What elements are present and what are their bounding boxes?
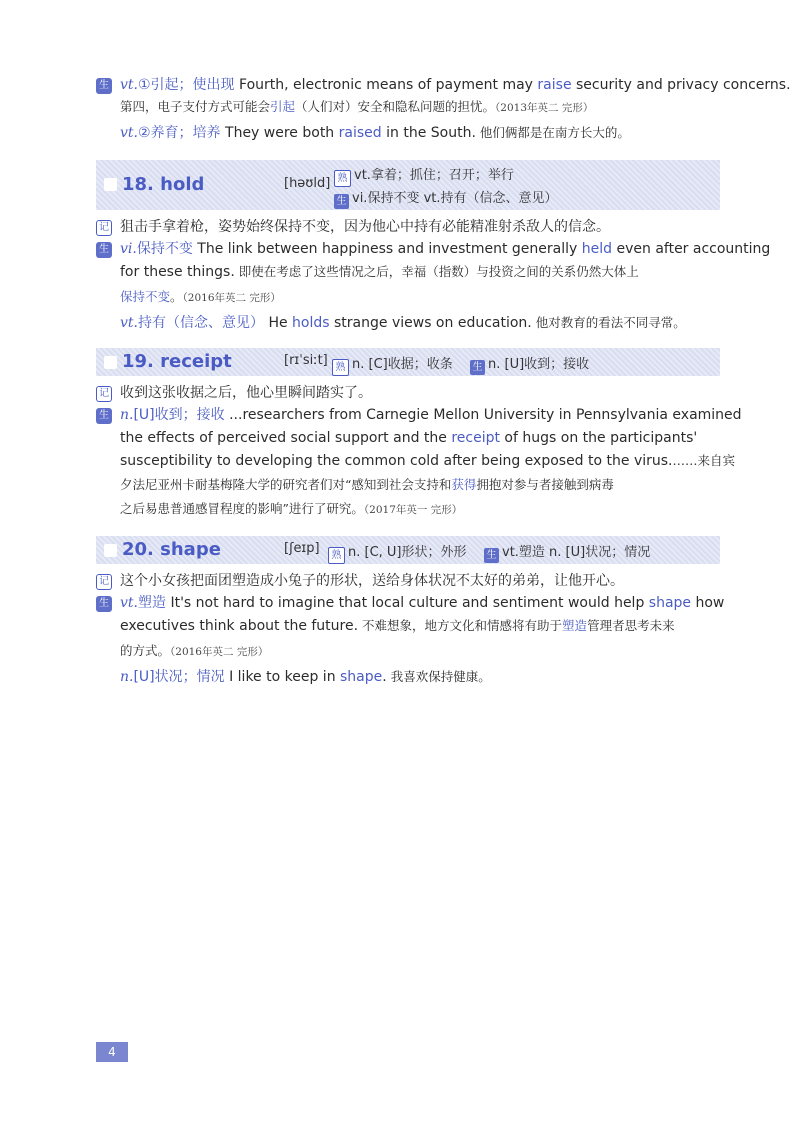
- new-meaning: 生 vt.塑造 n. [U]状况；情况: [484, 541, 650, 563]
- raise-example-1: vt.①引起；使出现 Fourth, electronic means of payment may raise security and privacy concerns.: [120, 77, 791, 93]
- hold-example-1: vi.保持不变 The link between happiness and investment generally held even after accounting: [120, 241, 771, 257]
- sheng-icon: 生: [96, 408, 112, 424]
- new-meaning: 生 n. [U]收到；接收: [470, 353, 589, 375]
- sheng-icon: 生: [96, 596, 112, 612]
- hold-example-1-translation: 保持不变。（2016年英二 完形）: [120, 289, 281, 304]
- ji-icon: 记: [96, 386, 112, 402]
- familiar-meaning: 熟 vt.拿着；抓住；召开；举行: [334, 164, 514, 187]
- entry-header-hold: [96, 160, 720, 210]
- phonetic: [ʃeɪp]: [284, 541, 320, 556]
- shape-example-1: vt.塑造 It's not hard to imagine that local culture and sentiment would help shape how: [120, 595, 725, 611]
- hold-example-2: vt.持有（信念、意见） He holds strange views on education. 他对教育的看法不同寻常。: [120, 315, 686, 331]
- phonetic: [həʊld]: [284, 176, 331, 191]
- shu-icon: 熟: [334, 170, 351, 187]
- memory-tip: 这个小女孩把面团塑造成小兔子的形状，送给身体状况不太好的弟弟，让他开心。: [120, 573, 624, 589]
- hold-example-1-cont: for these things. 即使在考虑了这些情况之后，幸福（指数）与投资之间的关系仍然大体上: [120, 264, 639, 280]
- new-meaning: 生 vi.保持不变 vt.持有（信念、意见）: [334, 187, 558, 209]
- receipt-example-1-cont2: susceptibility to developing the common cold after being exposed to the virus.……来自宾: [120, 453, 736, 469]
- receipt-example-1-cont: the effects of perceived social support and the receipt of hugs on the participants': [120, 430, 698, 446]
- checkbox-icon: [104, 178, 117, 191]
- receipt-example-1-translation-cont: 之后易患普通感冒程度的影响”进行了研究。（2017年英一 完形）: [120, 501, 463, 516]
- familiar-meaning: 熟 n. [C]收据；收条: [332, 353, 453, 376]
- shu-icon: 熟: [332, 359, 349, 376]
- raise-example-1-translation: 第四，电子支付方式可能会引起（人们对）安全和隐私问题的担忧。（2013年英二 完形）: [120, 99, 594, 114]
- sheng-icon: 生: [470, 360, 485, 375]
- sheng-icon: 生: [96, 242, 112, 258]
- shape-example-2: n.[U]状况；情况 I like to keep in shape. 我喜欢保持健康。: [120, 669, 491, 685]
- memory-tip: 收到这张收据之后，他心里瞬间踏实了。: [120, 385, 372, 401]
- headword: 18. hold: [122, 174, 205, 195]
- raise-example-2: vt.②养育；培养 They were both raised in the South. 他们俩都是在南方长大的。: [120, 125, 630, 141]
- sheng-icon: 生: [96, 78, 112, 94]
- memory-tip: 狙击手拿着枪，姿势始终保持不变，因为他心中持有必能精准射杀敌人的信念。: [120, 219, 610, 235]
- receipt-example-1: n.[U]收到；接收 ...researchers from Carnegie Mellon University in Pennsylvania examined: [120, 407, 742, 423]
- shape-example-1-cont: executives think about the future. 不难想象，地方文化和情感将有助于塑造管理者思考未来: [120, 618, 675, 634]
- headword: 19. receipt: [122, 351, 232, 372]
- entry-header-shape: [96, 536, 720, 564]
- ji-icon: 记: [96, 220, 112, 236]
- sheng-icon: 生: [484, 548, 499, 563]
- ji-icon: 记: [96, 574, 112, 590]
- familiar-meaning: 熟 n. [C, U]形状；外形: [328, 541, 467, 564]
- checkbox-icon: [104, 544, 117, 557]
- receipt-example-1-translation: 夕法尼亚州卡耐基梅隆大学的研究者们对“感知到社会支持和获得拥抱对参与者接触到病毒: [120, 477, 614, 492]
- phonetic: [rɪˈsiːt]: [284, 353, 328, 368]
- page-number: 4: [96, 1042, 128, 1062]
- checkbox-icon: [104, 356, 117, 369]
- shape-example-1-translation: 的方式。（2016年英二 完形）: [120, 643, 269, 658]
- sheng-icon: 生: [334, 194, 349, 209]
- entry-header-receipt: [96, 348, 720, 376]
- headword: 20. shape: [122, 539, 221, 560]
- shu-icon: 熟: [328, 547, 345, 564]
